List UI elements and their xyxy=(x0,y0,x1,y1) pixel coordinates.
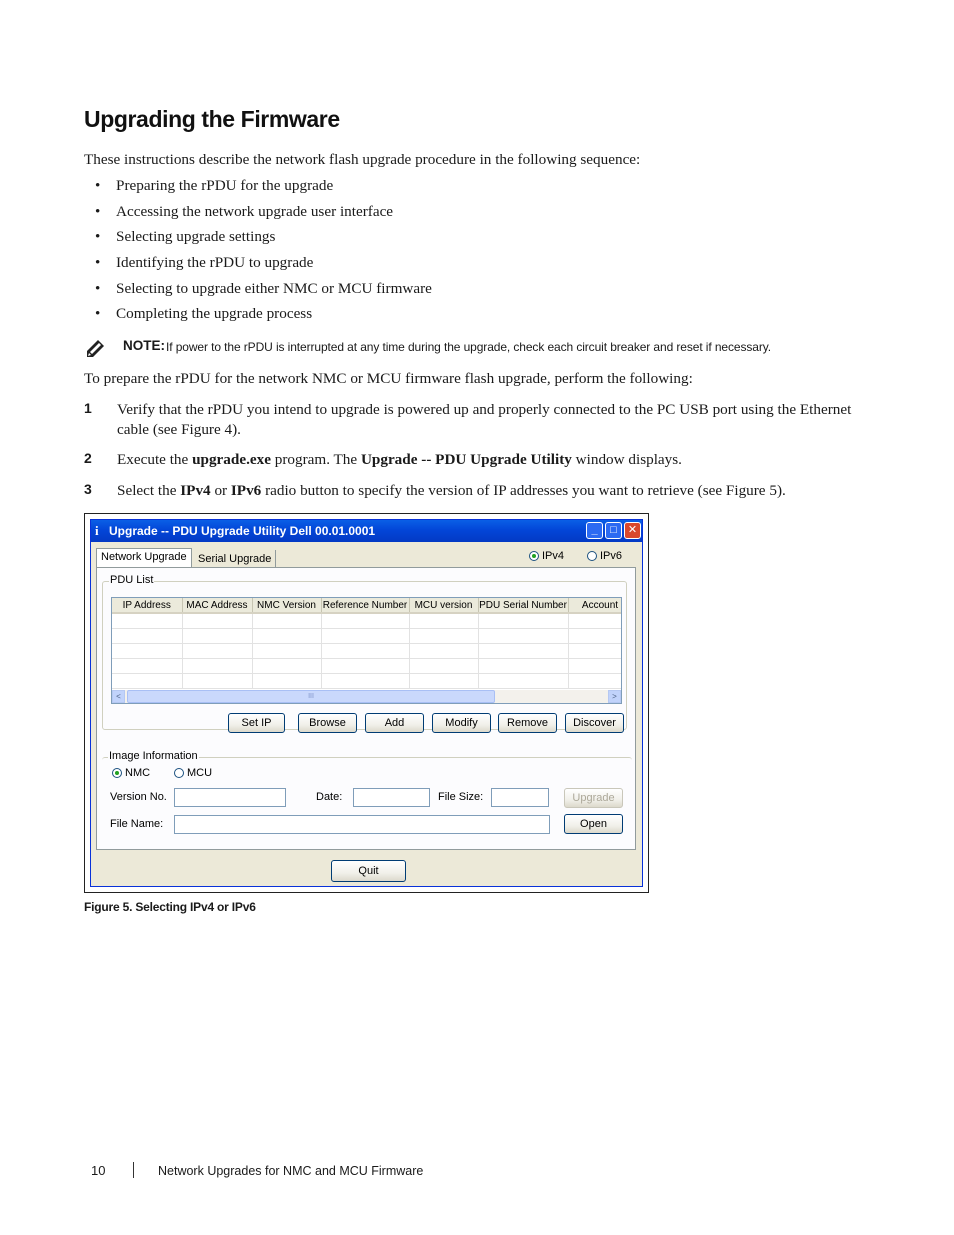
close-button[interactable]: ✕ xyxy=(624,522,641,539)
minimize-button[interactable]: _ xyxy=(586,522,603,539)
version-field[interactable] xyxy=(174,788,286,807)
page-number: 10 xyxy=(91,1163,106,1178)
list-item: • Selecting to upgrade either NMC or MCU firmware xyxy=(95,279,432,297)
maximize-button[interactable]: □ xyxy=(605,522,622,539)
list-item: • Preparing the rPDU for the upgrade xyxy=(95,177,334,194)
scroll-right-icon[interactable]: > xyxy=(608,690,621,703)
ipv4-radio[interactable]: IPv4 xyxy=(529,550,564,562)
table-row[interactable] xyxy=(112,659,622,674)
column-header[interactable]: Reference Number xyxy=(321,598,409,613)
pdu-list-label: PDU List xyxy=(110,574,154,586)
prepare-paragraph: To prepare the rPDU for the network NMC or MCU firmware flash upgrade, perform the following: xyxy=(84,370,693,387)
browse-button[interactable]: Browse xyxy=(298,713,357,733)
sequence-list xyxy=(95,176,432,330)
mcu-radio[interactable]: MCU xyxy=(174,767,212,779)
note-text: If power to the rPDU is interrupted at any time during the upgrade, check each circuit breaker and reset if necessary. xyxy=(166,340,771,354)
list-item: • Accessing the network upgrade user interface xyxy=(95,202,394,220)
nmc-radio[interactable]: NMC xyxy=(112,767,150,779)
version-label: Version No. xyxy=(110,791,167,803)
page-title: Upgrading the Firmware xyxy=(84,106,340,132)
date-field[interactable] xyxy=(353,788,430,807)
list-item: • Selecting upgrade settings xyxy=(95,228,276,246)
table-row[interactable] xyxy=(112,613,622,629)
footer-title: Network Upgrades for NMC and MCU Firmware xyxy=(158,1164,424,1178)
image-info-group xyxy=(102,750,632,767)
set-ip-button[interactable]: Set IP xyxy=(228,713,285,733)
scroll-left-icon[interactable]: < xyxy=(112,690,125,703)
step-number: 3 xyxy=(84,481,92,497)
tab-serial-upgrade[interactable]: Serial Upgrade xyxy=(196,550,276,571)
step-text: Execute the upgrade.exe program. The Upgrade -- PDU Upgrade Utility window displays. xyxy=(117,451,682,468)
note-label: NOTE: xyxy=(123,338,165,353)
figure-frame xyxy=(84,513,649,893)
table-row[interactable] xyxy=(112,644,622,659)
radio-selected-icon xyxy=(112,768,122,778)
file-name-field[interactable] xyxy=(174,815,550,834)
open-button[interactable]: Open xyxy=(564,814,623,834)
footer-divider xyxy=(133,1162,134,1178)
step-text: Verify that the rPDU you intend to upgrade is powered up and properly connected to the PC USB port using the Ethernet cable (see Figure 4). xyxy=(117,401,852,438)
upgrade-button[interactable]: Upgrade xyxy=(564,788,623,808)
quit-button[interactable]: Quit xyxy=(331,860,406,882)
upgrade-utility-window xyxy=(90,519,643,887)
image-info-label: Image Information xyxy=(109,750,198,762)
column-header[interactable]: MAC Address xyxy=(182,598,252,613)
note-block xyxy=(84,338,864,360)
column-header[interactable]: MCU version xyxy=(409,598,478,613)
radio-selected-icon xyxy=(529,551,539,561)
add-button[interactable]: Add xyxy=(365,713,424,733)
remove-button[interactable]: Remove xyxy=(498,713,557,733)
date-label: Date: xyxy=(316,791,343,803)
horizontal-scrollbar[interactable] xyxy=(112,690,621,703)
figure-caption: Figure 5. Selecting IPv4 or IPv6 xyxy=(84,900,256,914)
radio-empty-icon xyxy=(174,768,184,778)
pdu-list-table[interactable] xyxy=(111,597,622,704)
table-row[interactable] xyxy=(112,674,622,689)
app-icon: i xyxy=(95,523,99,538)
intro-paragraph: These instructions describe the network flash upgrade procedure in the following sequence: xyxy=(84,151,641,168)
file-size-label: File Size: xyxy=(438,791,484,803)
step-number: 1 xyxy=(84,400,92,416)
window-titlebar[interactable] xyxy=(91,520,642,542)
column-header[interactable]: Account xyxy=(568,598,622,613)
table-row[interactable] xyxy=(112,629,622,644)
pencil-note-icon xyxy=(86,338,106,358)
file-size-field[interactable] xyxy=(491,788,549,807)
file-name-label: File Name: xyxy=(110,818,164,830)
tab-network-upgrade[interactable]: Network Upgrade xyxy=(96,548,192,568)
modify-button[interactable]: Modify xyxy=(432,713,491,733)
discover-button[interactable]: Discover xyxy=(565,713,624,733)
column-header[interactable]: NMC Version xyxy=(252,598,321,613)
list-item: • Completing the upgrade process xyxy=(95,305,313,323)
step-text: Select the IPv4 or IPv6 radio button to specify the version of IP addresses you want to retrieve (see Figure 5). xyxy=(117,482,786,499)
step-number: 2 xyxy=(84,450,92,466)
window-title: Upgrade -- PDU Upgrade Utility Dell 00.01.0001 xyxy=(109,524,376,538)
table-header-row xyxy=(112,598,622,613)
scroll-thumb[interactable]: III xyxy=(127,690,495,703)
column-header[interactable]: IP Address xyxy=(112,598,182,613)
list-item: • Identifying the rPDU to upgrade xyxy=(95,254,314,272)
radio-empty-icon xyxy=(587,551,597,561)
ipv6-radio[interactable]: IPv6 xyxy=(587,550,622,562)
column-header[interactable]: PDU Serial Number xyxy=(478,598,568,613)
